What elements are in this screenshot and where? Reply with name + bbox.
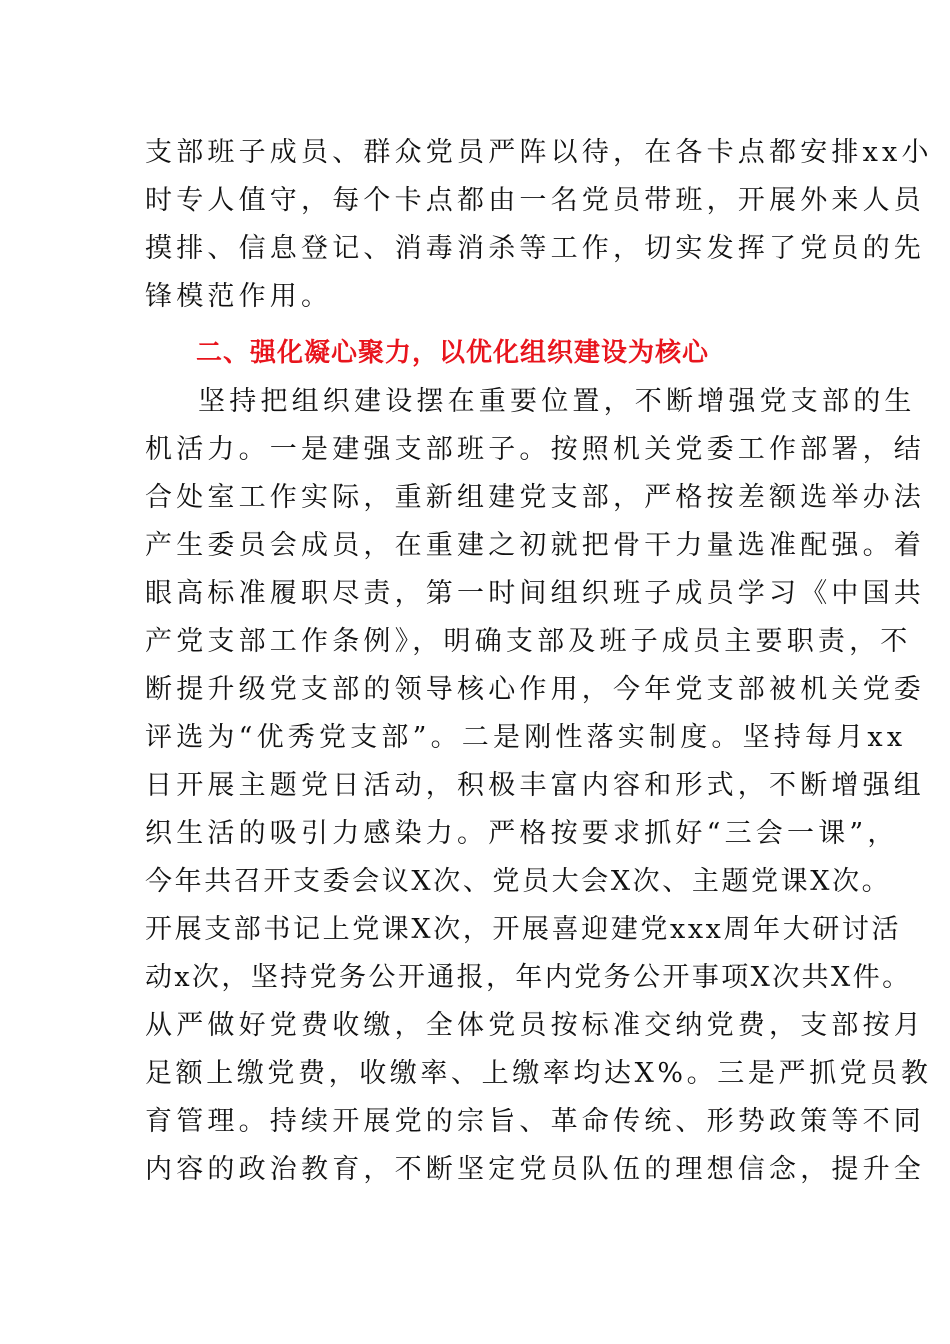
- paragraph-2-line-7: 断提升级党支部的领导核心作用，今年党支部被机关党委: [145, 674, 925, 705]
- paragraph-1-line-4: 锋模范作用。: [145, 281, 333, 312]
- paragraph-2-line-4: 产生委员会成员，在重建之初就把骨干力量选准配强。着: [145, 530, 925, 561]
- section-heading: 二、强化凝心聚力，以优化组织建设为核心: [196, 338, 710, 368]
- paragraph-2-line-8: 评选为“优秀党支部”。二是刚性落实制度。坚持每月xx: [145, 722, 907, 753]
- paragraph-2-line-14: 从严做好党费收缴，全体党员按标准交纳党费，支部按月: [145, 1010, 925, 1041]
- paragraph-2-line-3: 合处室工作实际，重新组建党支部，严格按差额选举办法: [145, 482, 925, 513]
- paragraph-2-line-16: 育管理。持续开展党的宗旨、革命传统、形势政策等不同: [145, 1106, 925, 1137]
- paragraph-1-line-2: 时专人值守，每个卡点都由一名党员带班，开展外来人员: [145, 185, 925, 216]
- paragraph-2-line-17: 内容的政治教育，不断坚定党员队伍的理想信念，提升全: [145, 1154, 925, 1185]
- paragraph-2-line-11: 今年共召开支委会议X次、党员大会X次、主题党课X次。: [145, 866, 892, 897]
- paragraph-1-line-1: 支部班子成员、群众党员严阵以待，在各卡点都安排xx小: [145, 137, 933, 168]
- paragraph-1-line-3: 摸排、信息登记、消毒消杀等工作，切实发挥了党员的先: [145, 233, 925, 264]
- paragraph-2-line-15: 足额上缴党费，收缴率、上缴率均达X%。三是严抓党员教: [145, 1058, 932, 1089]
- paragraph-2-line-5: 眼高标准履职尽责，第一时间组织班子成员学习《中国共: [145, 578, 925, 609]
- paragraph-2-line-1: 坚持把组织建设摆在重要位置，不断增强党支部的生: [198, 386, 916, 417]
- paragraph-2-line-10: 织生活的吸引力感染力。严格按要求抓好“三会一课”，: [145, 818, 899, 849]
- paragraph-2-line-13: 动x次，坚持党务公开通报，年内党务公开事项X次共X件。: [145, 962, 912, 993]
- paragraph-2-line-12: 开展支部书记上党课X次，开展喜迎建党xxx周年大研讨活: [145, 914, 902, 945]
- paragraph-2-line-9: 日开展主题党日活动，积极丰富内容和形式，不断增强组: [145, 770, 925, 801]
- paragraph-2-line-2: 机活力。一是建强支部班子。按照机关党委工作部署，结: [145, 434, 925, 465]
- paragraph-2-line-6: 产党支部工作条例》，明确支部及班子成员主要职责，不: [145, 626, 912, 657]
